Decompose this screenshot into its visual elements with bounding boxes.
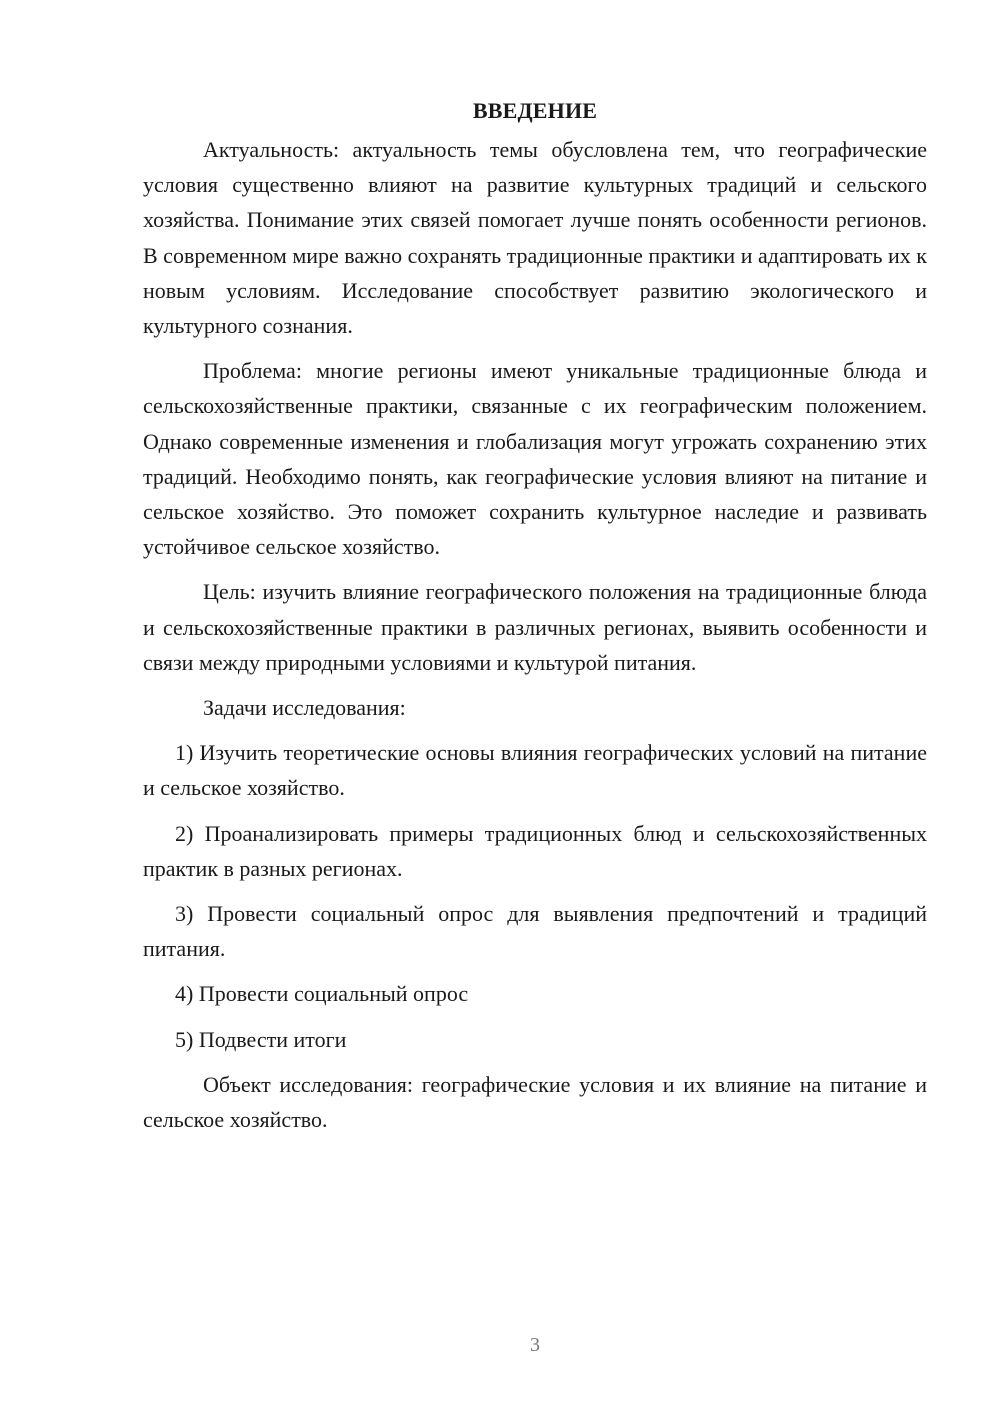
paragraph-problem: Проблема: многие регионы имеют уникальные традиционные блюда и сельскохозяйственные практики, связанные с их географическим положением. Однако современные изменения и глобализация могут угрожать сохранению этих традиций. Необходимо понять, как географические условия влияют на питание и сельское хозяйство. Это поможет сохранить культурное наследие и развивать устойчивое сельское хозяйство. — [143, 358, 927, 560]
list-item-task-4: 4) Провести социальный опрос — [175, 981, 469, 1007]
paragraph-object: Объект исследования: географические условия и их влияние на питание и сельское хозяйство. — [143, 1071, 927, 1133]
page-number: 3 — [530, 1334, 540, 1356]
list-item-task-5: 5) Подвести итоги — [175, 1026, 347, 1052]
list-item-task-2: 2) Проанализировать примеры традиционных блюд и сельскохозяйственных практик в разных регионах. — [143, 820, 927, 881]
page-title: ВВЕДЕНИЕ — [472, 98, 598, 123]
paragraph-relevance: Актуальность: актуальность темы обусловлена тем, что географические условия существенно влияют на развитие культурных традиций и сельского хозяйства. Понимание этих связей помогает лучше понять особенности регионов. В современном мире важно сохранять традиционные практики и адаптировать их к новым условиям. Исследование способствует развитию экологического и культурного сознания. — [143, 137, 927, 339]
tasks-heading: Задачи исследования: — [203, 695, 406, 721]
list-item-task-1: 1) Изучить теоретические основы влияния географических условий на питание и сельское хозяйство. — [143, 740, 927, 801]
document-page — [143, 94, 927, 1137]
list-item-task-3: 3) Провести социальный опрос для выявления предпочтений и традиций питания. — [143, 901, 927, 962]
paragraph-goal: Цель: изучить влияние географического положения на традиционные блюда и сельскохозяйственные практики в различных регионах, выявить особенности и связи между природными условиями и культурой питания. — [143, 579, 927, 675]
